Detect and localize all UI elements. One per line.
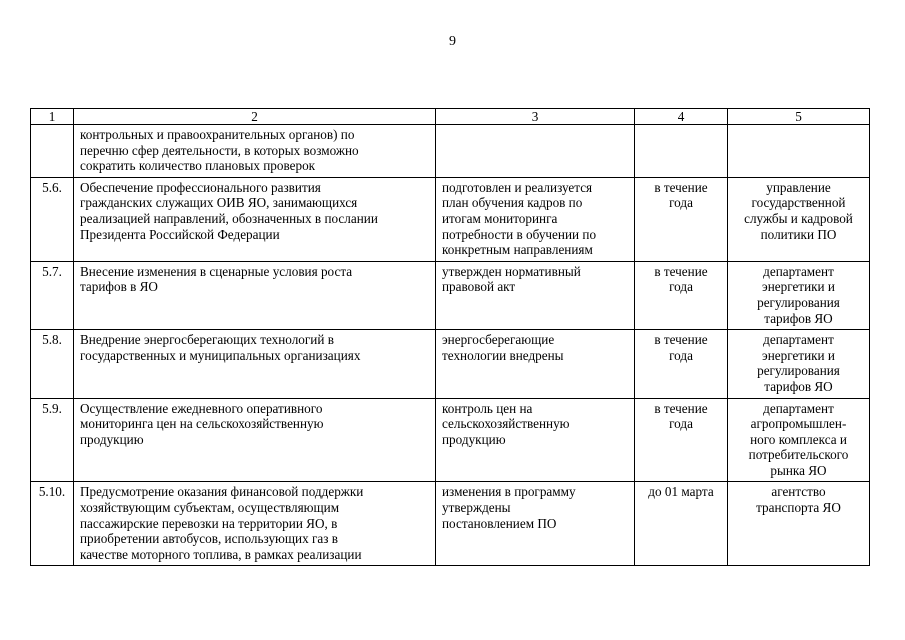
result-cell — [436, 482, 635, 566]
responsible-cell — [728, 125, 870, 178]
table-header-row — [31, 109, 870, 125]
responsible-cell — [728, 261, 870, 329]
cell-text-line: года — [669, 279, 693, 295]
cell-text-line: в течение — [654, 400, 708, 416]
cell-text-line: утверждены — [442, 500, 511, 516]
table-row — [31, 482, 870, 566]
cell-text-line: энергосберегающие — [442, 332, 555, 348]
cell-text-line: Обеспечение профессионального развития — [80, 179, 321, 195]
cell-text-line: Внесение изменения в сценарные условия роста — [80, 263, 353, 279]
cell-text-line: продукцию — [80, 431, 144, 447]
cell-text-line: энергетики и — [762, 279, 835, 295]
cell-text-line: Президента Российской Федерации — [80, 226, 280, 242]
action-plan-table — [30, 108, 870, 566]
column-header-number: 1 — [31, 109, 74, 125]
cell-text-line: сократить количество плановых проверок — [80, 158, 316, 174]
result-cell — [436, 177, 635, 261]
cell-text-line: потребительского — [748, 447, 849, 463]
measure-cell — [74, 261, 436, 329]
cell-text-line: государственных и муниципальных организациях — [80, 347, 361, 363]
cell-text-line: Внедрение энергосберегающих технологий в — [80, 332, 334, 348]
responsible-cell — [728, 398, 870, 482]
cell-text-line: пассажирские перевозки на территории ЯО, в — [80, 515, 338, 531]
column-header-result: 3 — [436, 109, 635, 125]
cell-text-line: качестве моторного топлива, в рамках реализации — [80, 546, 362, 562]
cell-text-line: агропромышлен- — [750, 416, 847, 432]
row-number-cell: 5.6. — [31, 177, 74, 261]
term-cell — [635, 330, 728, 398]
cell-text-line: ного комплекса и — [750, 431, 847, 447]
cell-text-line: тарифов ЯО — [764, 378, 833, 394]
cell-text-line: года — [669, 416, 693, 432]
cell-text-line: потребности в обучении по — [442, 226, 597, 242]
cell-text-line: Осуществление ежедневного оперативного — [80, 400, 323, 416]
responsible-cell — [728, 482, 870, 566]
table-body — [31, 125, 870, 566]
cell-text-line: реализацией направлений, обозначенных в послании — [80, 210, 378, 226]
row-number-cell: 5.9. — [31, 398, 74, 482]
cell-text-line: энергетики и — [762, 347, 835, 363]
row-number-cell: 5.8. — [31, 330, 74, 398]
term-cell — [635, 261, 728, 329]
cell-text-line: тарифов в ЯО — [80, 279, 158, 295]
cell-text-line: продукцию — [442, 431, 506, 447]
cell-text-line: технологии внедрены — [442, 347, 564, 363]
row-number-cell — [31, 125, 74, 178]
cell-text-line: подготовлен и реализуется — [442, 179, 593, 195]
table-row — [31, 330, 870, 398]
term-cell — [635, 398, 728, 482]
cell-text-line: приобретении автобусов, использующих газ в — [80, 531, 339, 547]
cell-text-line: план обучения кадров по — [442, 195, 583, 211]
column-header-term: 4 — [635, 109, 728, 125]
cell-text-line: политики ПО — [760, 226, 837, 242]
cell-text-line: постановлением ПО — [442, 515, 557, 531]
measure-cell — [74, 482, 436, 566]
cell-text-line: хозяйствующим субъектам, осуществляющим — [80, 500, 340, 516]
cell-text-line: регулирования — [757, 363, 840, 379]
cell-text-line: государственной — [751, 195, 846, 211]
cell-text-line: итогам мониторинга — [442, 210, 558, 226]
term-cell — [635, 125, 728, 178]
cell-text-line: рынка ЯО — [770, 462, 827, 478]
cell-text-line: департамент — [763, 400, 834, 416]
cell-text-line: службы и кадровой — [744, 210, 853, 226]
cell-text-line: в течение — [654, 263, 708, 279]
table-row — [31, 261, 870, 329]
cell-text-line: сельскохозяйственную — [442, 416, 570, 432]
result-cell — [436, 125, 635, 178]
measure-cell — [74, 330, 436, 398]
result-cell — [436, 261, 635, 329]
cell-text-line: тарифов ЯО — [764, 310, 833, 326]
row-number-cell: 5.10. — [31, 482, 74, 566]
cell-text-line: гражданских служащих ОИВ ЯО, занимающихся — [80, 195, 358, 211]
cell-text-line: регулирования — [757, 294, 840, 310]
cell-text-line: утвержден нормативный — [442, 263, 581, 279]
term-cell — [635, 482, 728, 566]
cell-text-line: перечню сфер деятельности, в которых возможно — [80, 142, 359, 158]
cell-text-line: контроль цен на — [442, 400, 533, 416]
cell-text-line: в течение — [654, 332, 708, 348]
term-cell — [635, 177, 728, 261]
column-header-measure: 2 — [74, 109, 436, 125]
measure-cell — [74, 398, 436, 482]
table-row — [31, 398, 870, 482]
responsible-cell — [728, 177, 870, 261]
cell-text-line: года — [669, 195, 693, 211]
cell-text-line: до 01 марта — [648, 484, 714, 500]
cell-text-line: изменения в программу — [442, 484, 576, 500]
responsible-cell — [728, 330, 870, 398]
measure-cell — [74, 125, 436, 178]
result-cell — [436, 330, 635, 398]
table-row — [31, 125, 870, 178]
cell-text-line: года — [669, 347, 693, 363]
table-row — [31, 177, 870, 261]
cell-text-line: управление — [766, 179, 831, 195]
cell-text-line: конкретным направлениям — [442, 242, 593, 258]
cell-text-line: мониторинга цен на сельскохозяйственную — [80, 416, 324, 432]
cell-text-line: в течение — [654, 179, 708, 195]
row-number-cell: 5.7. — [31, 261, 74, 329]
column-header-responsible: 5 — [728, 109, 870, 125]
cell-text-line: департамент — [763, 332, 834, 348]
cell-text-line: контрольных и правоохранительных органов) по — [80, 127, 355, 142]
result-cell — [436, 398, 635, 482]
cell-text-line: агентство — [771, 484, 826, 500]
cell-text-line: транспорта ЯО — [756, 500, 841, 516]
cell-text-line: Предусмотрение оказания финансовой поддержки — [80, 484, 364, 500]
cell-text-line: правовой акт — [442, 279, 516, 295]
measure-cell — [74, 177, 436, 261]
cell-text-line: департамент — [763, 263, 834, 279]
page-number: 9 — [449, 34, 456, 49]
